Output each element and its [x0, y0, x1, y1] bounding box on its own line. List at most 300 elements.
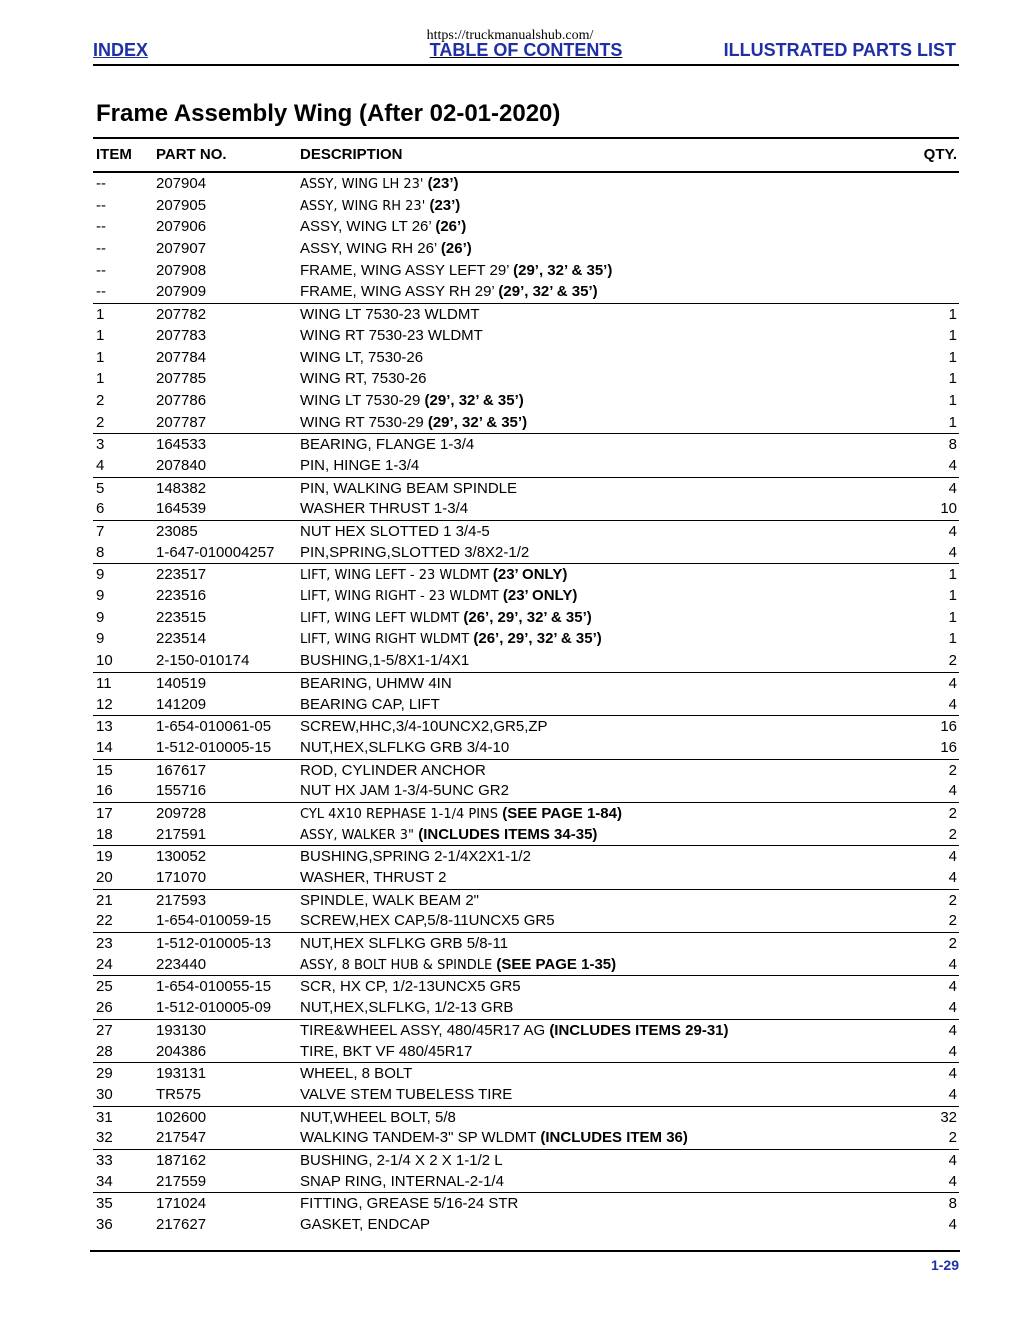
part-number: 207840 [156, 456, 207, 474]
description-text: BEARING CAP, LIFT [300, 695, 440, 713]
table-row [93, 824, 959, 846]
quantity: 1 [948, 566, 957, 584]
item-number: -- [96, 175, 106, 192]
description-note: (INCLUDES ITEM 36) [540, 1129, 688, 1147]
part-number: 223440 [156, 955, 207, 973]
part-number: 167617 [156, 761, 207, 779]
table-row [93, 1062, 959, 1084]
description-text: LIFT, WING RIGHT - 23 WLDMT [300, 589, 499, 605]
item-number: -- [96, 196, 106, 214]
quantity: 8 [948, 436, 957, 454]
item-number: 9 [96, 566, 105, 584]
quantity: 1 [948, 587, 957, 605]
header-qty: QTY. [923, 146, 957, 163]
part-description [300, 1043, 472, 1060]
description-text: BEARING, UHMW 4IN [300, 674, 452, 692]
item-number: 18 [96, 825, 113, 843]
item-number: 2 [96, 413, 105, 431]
item-number: 13 [96, 718, 113, 736]
quantity: 1 [948, 370, 957, 388]
description-note: (SEE PAGE 1-84) [502, 804, 622, 822]
description-text: WING RT, 7530-26 [300, 370, 427, 388]
table-row [93, 1106, 959, 1128]
description-text: NUT,HEX,SLFLKG, 1/2-13 GRB [300, 999, 514, 1017]
description-text: ASSY, 8 BOLT HUB & SPINDLE [300, 957, 493, 973]
part-description [300, 587, 577, 604]
table-row [93, 216, 959, 238]
description-note: (INCLUDES ITEMS 34-35) [418, 825, 598, 843]
part-number: 209728 [156, 804, 207, 822]
description-text: WING LT, 7530-26 [300, 348, 424, 366]
part-description [300, 197, 460, 214]
quantity: 4 [948, 999, 957, 1017]
part-number: 223515 [156, 608, 207, 626]
part-description [300, 739, 509, 756]
part-description [300, 1109, 456, 1126]
table-row [93, 997, 959, 1019]
description-text: SCR, HX CP, 1/2-13UNCX5 GR5 [300, 978, 521, 996]
part-description [300, 436, 474, 453]
item-number: 6 [96, 500, 105, 518]
description-text: ASSY, WING LT 26’ [300, 218, 432, 236]
part-description [300, 283, 598, 300]
description-text: ASSY, WALKER 3" [300, 827, 415, 843]
item-number: 31 [96, 1108, 113, 1126]
header-item: ITEM [96, 146, 132, 163]
part-number: 207787 [156, 413, 207, 431]
table-row [93, 759, 959, 781]
item-number: 1 [96, 370, 105, 388]
quantity: 4 [948, 674, 957, 692]
part-number: 193130 [156, 1021, 207, 1039]
part-number: 187162 [156, 1151, 207, 1169]
description-text: FRAME, WING ASSY RH 29’ [300, 283, 495, 301]
item-number: 1 [96, 348, 105, 366]
description-text: SPINDLE, WALK BEAM 2" [300, 891, 479, 909]
part-description [300, 262, 612, 279]
part-description [300, 370, 426, 387]
part-description [300, 523, 490, 540]
table-row [93, 932, 959, 954]
part-description [300, 1022, 729, 1039]
description-note: (INCLUDES ITEMS 29-31) [549, 1021, 729, 1039]
part-number: 1-647-010004257 [156, 543, 275, 561]
quantity: 2 [948, 761, 957, 779]
part-number: 164533 [156, 436, 207, 454]
table-row [93, 542, 959, 564]
quantity: 4 [948, 1216, 957, 1233]
table-row [93, 498, 959, 520]
quantity: 4 [948, 848, 957, 866]
table-row [93, 390, 959, 412]
part-description [300, 978, 521, 995]
table-body [93, 173, 959, 1236]
description-text: FRAME, WING ASSY LEFT 29’ [300, 261, 509, 279]
part-description [300, 392, 524, 409]
part-description [300, 892, 479, 909]
table-row [93, 303, 959, 325]
part-description [300, 956, 616, 973]
footer-divider [90, 1250, 960, 1252]
quantity: 1 [948, 608, 957, 626]
part-number: 171070 [156, 869, 207, 886]
description-note: (23’) [429, 196, 461, 214]
item-number: 9 [96, 630, 105, 648]
description-note: (23’) [427, 175, 459, 192]
quantity: 1 [948, 391, 957, 409]
description-text: ROD, CYLINDER ANCHOR [300, 761, 486, 779]
part-number: 102600 [156, 1108, 207, 1126]
description-text: BUSHING,1-5/8X1-1/4X1 [300, 652, 470, 670]
part-description [300, 675, 452, 692]
item-number: 7 [96, 523, 105, 540]
table-row [93, 1019, 959, 1041]
item-number: -- [96, 218, 106, 236]
part-description [300, 1173, 504, 1190]
table-row [93, 195, 959, 217]
description-text: PIN, HINGE 1-3/4 [300, 456, 420, 474]
item-number: 5 [96, 479, 105, 497]
item-number: 1 [96, 326, 105, 344]
item-number: -- [96, 283, 106, 301]
quantity: 1 [948, 413, 957, 431]
illustrated-parts-list-link[interactable]: ILLUSTRATED PARTS LIST [723, 40, 956, 60]
table-row [93, 281, 959, 303]
table-row [93, 325, 959, 347]
part-description [300, 935, 508, 952]
quantity: 4 [948, 456, 957, 474]
page-title: Frame Assembly Wing (After 02-01-2020) [96, 100, 561, 127]
table-row [93, 607, 959, 629]
quantity: 4 [948, 782, 957, 800]
part-number: 1-512-010005-09 [156, 999, 272, 1017]
quantity: 1 [948, 630, 957, 648]
quantity: 2 [948, 1129, 957, 1147]
description-text: NUT,HEX SLFLKG GRB 5/8-11 [300, 935, 509, 953]
table-of-contents-link[interactable]: TABLE OF CONTENTS [429, 40, 623, 60]
part-description [300, 869, 446, 886]
description-text: GASKET, ENDCAP [300, 1216, 431, 1233]
quantity: 4 [948, 523, 957, 540]
quantity: 1 [948, 348, 957, 366]
part-number: 171024 [156, 1195, 207, 1213]
table-row [93, 520, 959, 542]
item-number: 29 [96, 1065, 113, 1083]
table-row [93, 1149, 959, 1171]
item-number: 2 [96, 391, 105, 409]
part-number: 207783 [156, 326, 207, 344]
header-description: DESCRIPTION [300, 146, 403, 163]
description-text: WING LT 7530-29 [300, 391, 421, 409]
quantity: 10 [940, 500, 957, 518]
item-number: 15 [96, 761, 113, 779]
description-text: CYL 4X10 REPHASE 1-1/4 PINS [300, 806, 499, 822]
item-number: 21 [96, 891, 113, 909]
description-note: (26’) [435, 218, 467, 236]
description-note: (29’, 32’ & 35’) [427, 413, 528, 431]
index-link[interactable]: INDEX [93, 40, 149, 60]
description-text: BUSHING,SPRING 2-1/4X2X1-1/2 [300, 848, 531, 866]
table-row [93, 455, 959, 477]
part-number: 1-654-010059-15 [156, 912, 272, 930]
description-text: NUT,HEX,SLFLKG GRB 3/4-10 [300, 738, 510, 756]
table-row [93, 1084, 959, 1106]
part-description [300, 652, 469, 669]
part-number: 207904 [156, 175, 207, 192]
part-number: 130052 [156, 848, 207, 866]
source-url[interactable]: https://truckmanualshub.com/ [426, 28, 594, 43]
part-description [300, 630, 602, 647]
item-number: 9 [96, 587, 105, 605]
item-number: 12 [96, 695, 113, 713]
item-number: 1 [96, 306, 105, 324]
part-description [300, 480, 517, 497]
part-description [300, 306, 480, 323]
part-number: 207784 [156, 348, 207, 366]
quantity: 4 [948, 869, 957, 886]
part-number: 1-512-010005-15 [156, 738, 272, 756]
part-number: 217627 [156, 1216, 207, 1233]
part-description [300, 414, 527, 431]
part-description [300, 999, 513, 1016]
description-text: WHEEL, 8 BOLT [300, 1065, 413, 1083]
part-number: 207907 [156, 240, 207, 258]
part-number: 1-654-010061-05 [156, 718, 272, 736]
part-number: 223516 [156, 587, 207, 605]
item-number: -- [96, 240, 106, 258]
item-number: 30 [96, 1085, 113, 1103]
item-number: 20 [96, 869, 113, 886]
quantity: 16 [940, 718, 957, 736]
quantity: 4 [948, 955, 957, 973]
part-number: 223517 [156, 566, 207, 584]
part-description [300, 349, 423, 366]
table-row [93, 563, 959, 585]
table-row [93, 780, 959, 802]
description-text: SCREW,HEX CAP,5/8-11UNCX5 GR5 [300, 912, 555, 930]
part-description [300, 566, 567, 583]
description-text: VALVE STEM TUBELESS TIRE [300, 1085, 513, 1103]
table-row [93, 347, 959, 369]
table-row [93, 628, 959, 650]
part-description [300, 544, 529, 561]
table-row [93, 260, 959, 282]
quantity: 4 [948, 1172, 957, 1190]
part-description [300, 912, 555, 929]
item-number: 22 [96, 912, 113, 930]
description-text: WING RT 7530-29 [300, 413, 424, 431]
part-description [300, 718, 548, 735]
item-number: 25 [96, 978, 113, 996]
table-row [93, 954, 959, 976]
description-note: (SEE PAGE 1-35) [496, 955, 617, 973]
part-number: 193131 [156, 1065, 207, 1083]
item-number: 26 [96, 999, 113, 1017]
item-number: 14 [96, 738, 113, 756]
item-number: 33 [96, 1151, 113, 1169]
part-number: 207785 [156, 370, 207, 388]
description-note: (29’, 32’ & 35’) [424, 391, 524, 409]
part-number: 164539 [156, 500, 207, 518]
part-number: 1-512-010005-13 [156, 935, 272, 953]
description-text: NUT,WHEEL BOLT, 5/8 [300, 1108, 456, 1126]
table-row [93, 845, 959, 867]
description-note: (26’) [440, 240, 472, 258]
quantity: 4 [948, 695, 957, 713]
table-row [93, 1171, 959, 1193]
part-number: 155716 [156, 782, 207, 800]
description-text: SCREW,HHC,3/4-10UNCX2,GR5,ZP [300, 718, 548, 736]
quantity: 16 [940, 738, 957, 756]
description-text: TIRE, BKT VF 480/45R17 [300, 1042, 473, 1060]
item-number: 32 [96, 1129, 113, 1147]
part-number: 204386 [156, 1042, 207, 1060]
part-number: 223514 [156, 630, 207, 648]
description-text: ASSY, WING RH 26’ [300, 240, 437, 258]
table-row [93, 910, 959, 932]
table-row [93, 368, 959, 390]
table-row [93, 802, 959, 824]
table-row [93, 477, 959, 499]
part-number: 207782 [156, 306, 207, 324]
description-text: SNAP RING, INTERNAL-2-1/4 [300, 1172, 504, 1190]
table-row [93, 737, 959, 759]
part-description [300, 609, 592, 626]
description-text: BEARING, FLANGE 1-3/4 [300, 436, 475, 454]
description-text: BUSHING, 2-1/4 X 2 X 1-1/2 L [300, 1151, 503, 1169]
description-text: PIN, WALKING BEAM SPINDLE [300, 479, 517, 497]
description-note: (29’, 32’ & 35’) [513, 261, 613, 279]
part-number: 207909 [156, 283, 207, 301]
part-description [300, 327, 483, 344]
part-description [300, 500, 468, 517]
description-text: ASSY, WING RH 23' [300, 198, 426, 214]
quantity: 32 [940, 1108, 957, 1126]
quantity: 4 [948, 1021, 957, 1039]
quantity: 2 [948, 825, 957, 843]
nav-bar [93, 40, 959, 66]
table-header [93, 137, 959, 173]
description-text: FITTING, GREASE 5/16-24 STR [300, 1195, 519, 1213]
description-text: TIRE&WHEEL ASSY, 480/45R17 AG [300, 1021, 546, 1039]
description-text: LIFT, WING RIGHT WLDMT [300, 632, 470, 648]
description-text: WING RT 7530-23 WLDMT [300, 326, 483, 344]
quantity: 4 [948, 1065, 957, 1083]
part-number: 207908 [156, 261, 207, 279]
part-number: 217591 [156, 825, 207, 843]
part-number: 217547 [156, 1129, 207, 1147]
part-number: 207906 [156, 218, 207, 236]
quantity: 4 [948, 1085, 957, 1103]
part-number: 217593 [156, 891, 207, 909]
part-description [300, 1129, 688, 1146]
table-row [93, 238, 959, 260]
item-number: 23 [96, 935, 113, 953]
table-row [93, 975, 959, 997]
description-note: (26’, 29’, 32’ & 35’) [473, 630, 602, 648]
table-row [93, 1192, 959, 1214]
quantity: 2 [948, 935, 957, 953]
quantity: 1 [948, 306, 957, 324]
description-note: (23’ ONLY) [492, 566, 568, 584]
item-number: 36 [96, 1216, 113, 1233]
part-description [300, 1152, 503, 1169]
quantity: 2 [948, 652, 957, 670]
part-description [300, 782, 509, 799]
part-description [300, 457, 419, 474]
description-note: (23’ ONLY) [502, 587, 578, 605]
description-text: WING LT 7530-23 WLDMT [300, 306, 480, 324]
quantity: 2 [948, 804, 957, 822]
part-description [300, 218, 466, 235]
description-text: ASSY, WING LH 23' [300, 177, 424, 192]
description-text: NUT HX JAM 1-3/4-5UNC GR2 [300, 782, 509, 800]
part-number: 217559 [156, 1172, 207, 1190]
table-row [93, 650, 959, 672]
part-description [300, 1216, 430, 1233]
table-row [93, 867, 959, 889]
header-part-no: PART NO. [156, 146, 227, 163]
table-row [93, 412, 959, 434]
item-number: 17 [96, 804, 113, 822]
description-text: LIFT, WING LEFT - 23 WLDMT [300, 568, 489, 584]
part-number: 148382 [156, 479, 207, 497]
description-text: WALKING TANDEM-3" SP WLDMT [300, 1129, 537, 1147]
item-number: 35 [96, 1195, 113, 1213]
description-note: (29’, 32’ & 35’) [498, 283, 598, 301]
parts-table [93, 137, 959, 1236]
item-number: 4 [96, 456, 105, 474]
part-number: 207786 [156, 391, 207, 409]
item-number: 3 [96, 436, 105, 454]
part-number: 1-654-010055-15 [156, 978, 272, 996]
description-text: WASHER THRUST 1-3/4 [300, 500, 469, 518]
part-description [300, 1065, 412, 1082]
table-row [93, 1214, 959, 1236]
item-number: 24 [96, 955, 113, 973]
quantity: 2 [948, 912, 957, 930]
part-description [300, 848, 531, 865]
table-row [93, 694, 959, 716]
part-description [300, 1195, 518, 1212]
item-number: 9 [96, 608, 105, 626]
table-row [93, 889, 959, 911]
description-note: (26’, 29’, 32’ & 35’) [463, 608, 592, 626]
quantity: 8 [948, 1195, 957, 1213]
item-number: 28 [96, 1042, 113, 1060]
table-row [93, 1127, 959, 1149]
part-description [300, 1086, 512, 1103]
part-number: 140519 [156, 674, 207, 692]
part-description [300, 826, 597, 843]
item-number: 11 [96, 674, 112, 692]
description-text: PIN,SPRING,SLOTTED 3/8X2-1/2 [300, 543, 530, 561]
part-number: 141209 [156, 695, 207, 713]
quantity: 4 [948, 1151, 957, 1169]
item-number: 8 [96, 543, 105, 561]
table-row [93, 433, 959, 455]
table-row [93, 1041, 959, 1063]
part-number: 207905 [156, 196, 207, 214]
quantity: 4 [948, 1042, 957, 1060]
part-number: TR575 [156, 1085, 202, 1103]
quantity: 4 [948, 479, 957, 497]
quantity: 4 [948, 978, 957, 996]
part-description [300, 762, 486, 779]
quantity: 2 [948, 891, 957, 909]
item-number: 19 [96, 848, 113, 866]
table-row [93, 585, 959, 607]
